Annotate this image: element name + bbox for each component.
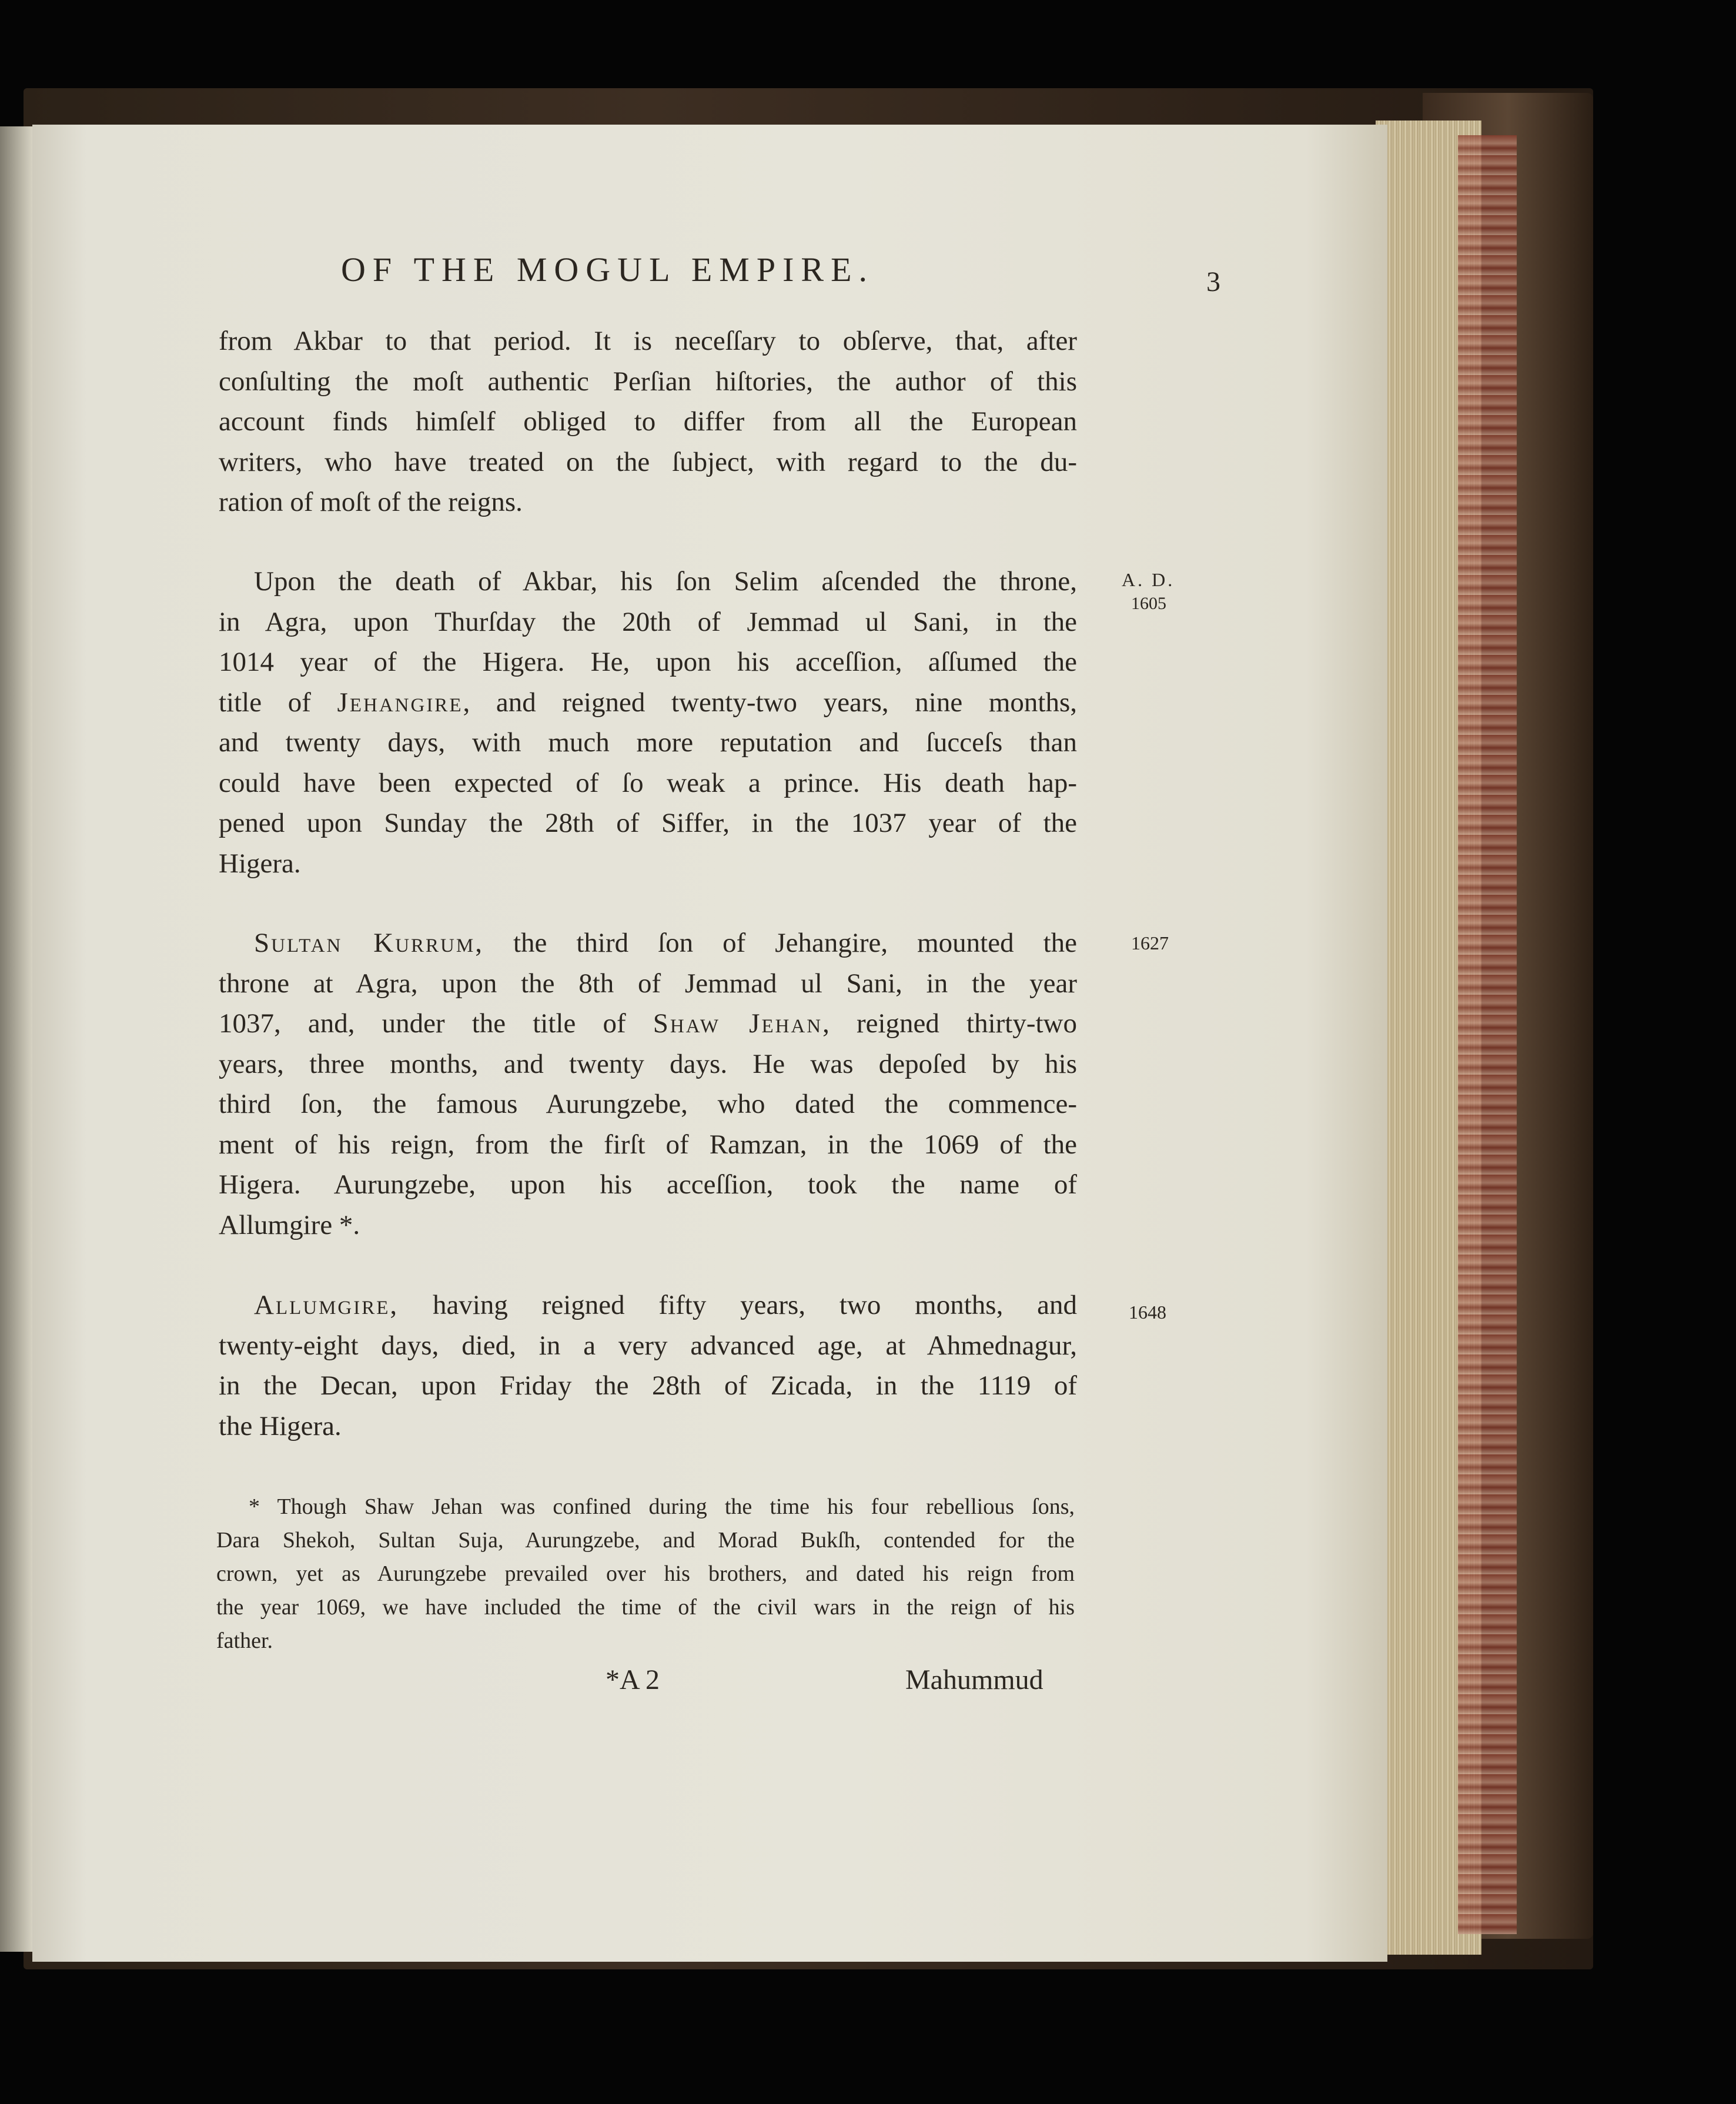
text-line: account finds himſelf obliged to differ from all the European <box>219 406 1077 437</box>
text-line: throne at Agra, upon the 8th of Jemmad ul Sani, in the year <box>219 968 1077 999</box>
text-line: in Agra, upon Thurſday the 20th of Jemmad ul Sani, in the <box>219 606 1077 637</box>
text-line: and twenty days, with much more reputation and ſucceſs than <box>219 727 1077 758</box>
text-line: years, three months, and twenty days. He was depoſed by his <box>219 1048 1077 1079</box>
paragraph-3 <box>219 923 1077 1245</box>
line-part: the third ſon of Jehangire, mounted the <box>483 928 1077 958</box>
name-allumgire: Allumgire, <box>254 1290 399 1320</box>
line-part: title of <box>219 687 337 718</box>
reign-title-shaw-jehan: Shaw Jehan <box>653 1008 823 1039</box>
text-line: ration of moſt of the reigns. <box>219 487 523 517</box>
text-line: Higera. <box>219 848 301 879</box>
text-line: Allumgire *. <box>219 1209 360 1240</box>
page-number: 3 <box>1206 266 1220 297</box>
text-line: the Higera. <box>219 1410 342 1441</box>
line-part: 1037, and, under the title of <box>219 1008 653 1039</box>
text-line: in the Decan, upon Friday the 28th of Zicada, in the 1119 of <box>219 1370 1077 1401</box>
text-line: could have been expected of ſo weak a prince. His death hap- <box>219 767 1077 798</box>
catchword: Mahummud <box>905 1664 1043 1695</box>
margin-note-1627: 1627 <box>1131 932 1169 954</box>
text-line: conſulting the moſt authentic Perſian hiſtories, the author of this <box>219 366 1077 397</box>
line-part: having reigned fifty years, two months, and <box>399 1290 1077 1320</box>
text-line: Upon the death of Akbar, his ſon Selim aſcended the throne, <box>254 566 1077 597</box>
text-line: pened upon Sunday the 28th of Siffer, in the 1037 year of the <box>219 808 1077 838</box>
text-line <box>219 683 1077 723</box>
text-line: ment of his reign, from the firſt of Ramzan, in the 1069 of the <box>219 1129 1077 1160</box>
line-part: , reigned thirty-two <box>822 1008 1077 1039</box>
sprinkled-edge <box>1458 135 1517 1934</box>
facing-page-edge <box>0 126 32 1952</box>
footnote-line: * Though Shaw Jehan was confined during the time his four rebellious ſons, <box>249 1494 1075 1519</box>
margin-note-ad: A. D. <box>1122 569 1175 590</box>
text-line: 1014 year of the Higera. He, upon his acceſſion, aſſumed the <box>219 647 1077 677</box>
text-line: Higera. Aurungzebe, upon his acceſſion, took the name of <box>219 1169 1077 1200</box>
footnote-line: father. <box>216 1628 273 1653</box>
running-head: OF THE MOGUL EMPIRE. <box>341 250 875 289</box>
text-line: writers, who have treated on the ſubject, with regard to the du- <box>219 446 1077 477</box>
text-line <box>219 1004 1077 1044</box>
paragraph-1 <box>219 321 1077 523</box>
footnote <box>216 1490 1075 1658</box>
name-sultan-kurrum: Sultan Kurrum, <box>254 928 484 958</box>
footnote-line: the year 1069, we have included the time of the civil wars in the reign of his <box>216 1595 1075 1620</box>
paragraph-2 <box>219 561 1077 884</box>
reign-title-jehangire: Jehangire <box>337 687 463 718</box>
footnote-line: Dara Shekoh, Sultan Suja, Aurungzebe, and Morad Bukſh, contended for the <box>216 1528 1075 1553</box>
footnote-line: crown, yet as Aurungzebe prevailed over his brothers, and dated his reign from <box>216 1561 1075 1586</box>
margin-note-1648: 1648 <box>1129 1302 1166 1323</box>
text-line: third ſon, the famous Aurungzebe, who dated the commence- <box>219 1089 1077 1119</box>
signature-mark: *A 2 <box>606 1664 660 1695</box>
line-part: , and reigned twenty-two years, nine months, <box>463 687 1077 718</box>
text-line <box>219 1285 1077 1326</box>
text-line: from Akbar to that period. It is neceſſary to obſerve, that, after <box>219 326 1077 356</box>
paragraph-4 <box>219 1285 1077 1446</box>
text-line <box>219 923 1077 964</box>
text-line: twenty-eight days, died, in a very advanced age, at Ahmednagur, <box>219 1330 1077 1361</box>
margin-note-1605: 1605 <box>1131 594 1166 613</box>
